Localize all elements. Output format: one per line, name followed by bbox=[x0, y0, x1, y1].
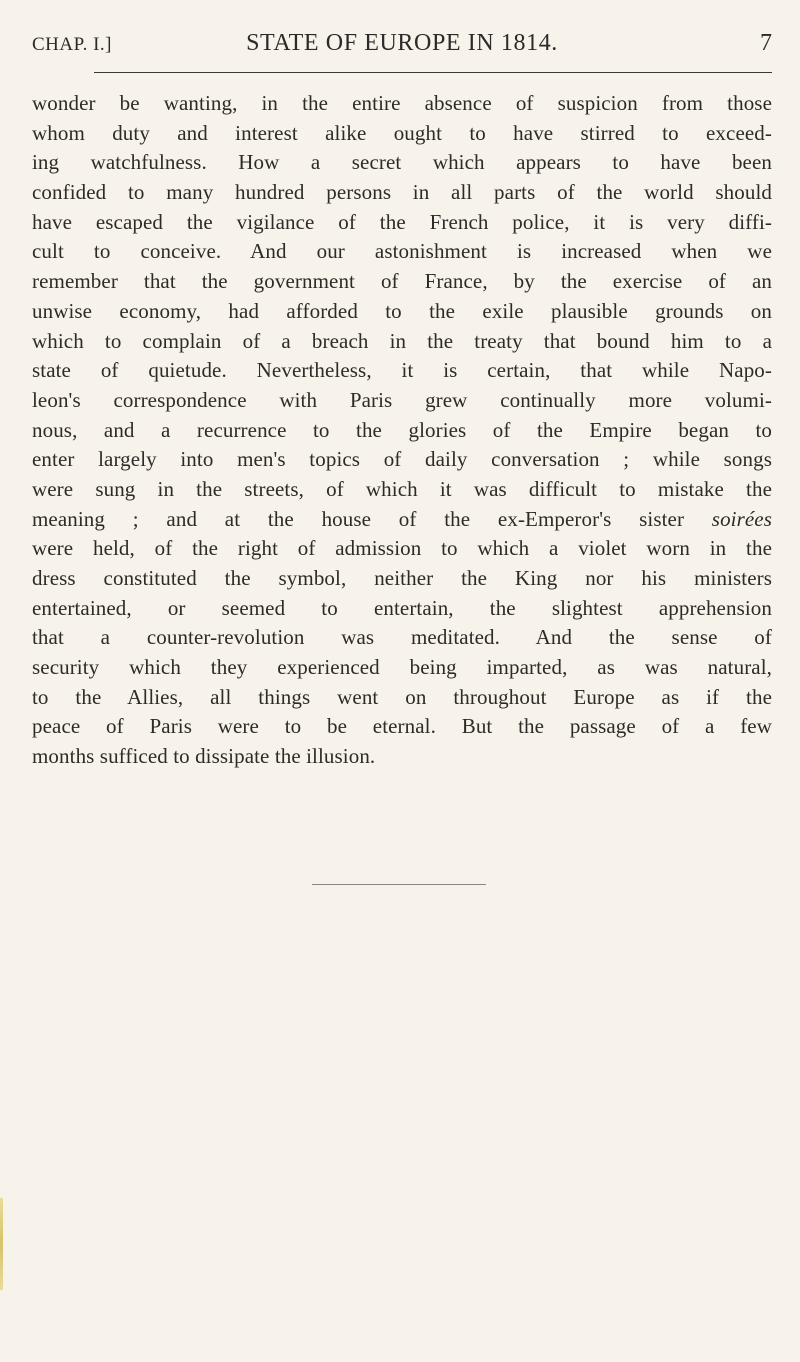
text-line: cult to conceive. And our astonishment is increased when we bbox=[32, 239, 772, 264]
body-paragraph bbox=[32, 89, 772, 772]
header-rule bbox=[94, 72, 772, 73]
text-line: leon's correspondence with Paris grew continually more volumi- bbox=[32, 387, 772, 412]
text-line: unwise economy, had afforded to the exile plausible grounds on bbox=[32, 298, 772, 323]
text-line: confided to many hundred persons in all parts of the world should bbox=[32, 180, 772, 205]
text-line: nous, and a recurrence to the glories of the Empire began to bbox=[32, 417, 772, 442]
text-line: were held, of the right of admission to which a violet worn in the bbox=[32, 536, 772, 561]
italic-word: soirées bbox=[711, 506, 772, 531]
running-head bbox=[32, 30, 772, 64]
text-line: ing watchfulness. How a secret which appears to have been bbox=[32, 150, 772, 175]
running-title: STATE OF EUROPE IN 1814. bbox=[246, 30, 558, 56]
text-line: have escaped the vigilance of the French police, it is very diffi- bbox=[32, 209, 772, 234]
section-end-rule bbox=[312, 884, 486, 885]
text-line: remember that the government of France, by the exercise of an bbox=[32, 269, 772, 294]
text-line: entertained, or seemed to entertain, the slightest apprehension bbox=[32, 595, 772, 620]
text-line: whom duty and interest alike ought to have stirred to exceed- bbox=[32, 120, 772, 145]
page-number: 7 bbox=[760, 30, 772, 56]
text-line: were sung in the streets, of which it was difficult to mistake the bbox=[32, 476, 772, 501]
text-line-segment: meaning ; and at the house of the ex-Emperor's sister bbox=[32, 506, 685, 531]
text-line: which to complain of a breach in the treaty that bound him to a bbox=[32, 328, 772, 353]
text-line: enter largely into men's topics of daily conversation ; while songs bbox=[32, 447, 772, 472]
text-line: months sufficed to dissipate the illusion. bbox=[32, 744, 376, 769]
text-line: peace of Paris were to be eternal. But the passage of a few bbox=[32, 714, 772, 739]
text-line: that a counter-revolution was meditated. And the sense of bbox=[32, 625, 772, 650]
chapter-marker: CHAP. I.] bbox=[32, 34, 112, 55]
text-line: wonder be wanting, in the entire absence of suspicion from those bbox=[32, 91, 772, 115]
text-line: security which they experienced being imparted, as was natural, bbox=[32, 655, 772, 680]
page-edge-mark bbox=[0, 1198, 3, 1290]
text-line-with-italic bbox=[32, 505, 772, 535]
text-line: to the Allies, all things went on throughout Europe as if the bbox=[32, 684, 772, 709]
text-line: state of quietude. Nevertheless, it is certain, that while Napo- bbox=[32, 358, 772, 383]
text-line: dress constituted the symbol, neither the King nor his ministers bbox=[32, 566, 772, 590]
